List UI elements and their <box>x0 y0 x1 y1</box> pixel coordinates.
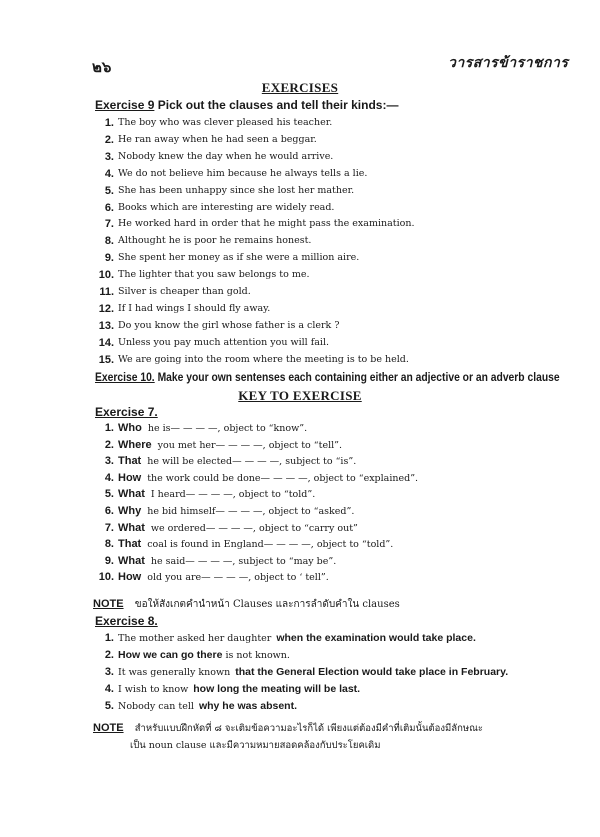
item-text: Books which are interesting are widely read. <box>118 201 335 213</box>
clause-word: Where <box>118 438 152 451</box>
item-number: 3. <box>104 455 114 468</box>
sentence-start: It was generally known <box>118 667 231 678</box>
sentence-start: Nobody can tell <box>118 701 194 712</box>
exercise-9-heading <box>95 98 398 112</box>
note-2-label: NOTE <box>93 722 124 734</box>
item-number: 3. <box>104 150 114 163</box>
clause-word: That <box>118 455 142 468</box>
clause-rest: he will be elected— — — —, subject to “is”. <box>147 456 357 468</box>
key-exercise-7-label: Exercise 7. <box>95 405 158 419</box>
key-title: KEY TO EXERCISE <box>238 388 362 403</box>
noun-clause: that the General Election would take place in February. <box>235 666 509 678</box>
item-number: 10. <box>98 571 114 584</box>
item-text: He worked hard in order that he might pass the examination. <box>118 218 415 230</box>
clause-rest: we ordered— — — —, object to “carry out” <box>150 522 358 534</box>
item-number: 6. <box>104 201 114 214</box>
item-text: Silver is cheaper than gold. <box>118 286 251 297</box>
item-number: 8. <box>104 235 114 248</box>
item-number: 5. <box>104 184 114 197</box>
exercise-9-label: Exercise 9 <box>95 98 155 112</box>
item-text: She spent her money as if she were a million aire. <box>118 252 360 264</box>
item-text: He ran away when he had seen a beggar. <box>118 133 317 145</box>
note-2-line-2: เป็น noun clause และมีความหมายสอดคล้องกับประโยคเดิม <box>130 740 381 751</box>
item-number: 6. <box>104 505 114 517</box>
exercise-10-label: Exercise 10. <box>95 370 155 384</box>
key-exercise-7-heading <box>95 405 158 419</box>
item-text <box>118 505 354 517</box>
item-text <box>118 683 360 695</box>
item-number: 13. <box>98 319 114 332</box>
journal-name: วารสารข้าราชการ <box>448 55 569 71</box>
clause-rest: old you are— — — —, object to ‘ tell”. <box>147 572 329 584</box>
item-number: 15. <box>98 353 114 366</box>
item-number: 1. <box>104 422 114 434</box>
sentence-end: is not known. <box>222 650 290 661</box>
item-text <box>118 439 342 451</box>
noun-clause: why he was absent. <box>198 700 297 712</box>
note-1-label: NOTE <box>93 598 124 610</box>
item-number: 2. <box>104 649 114 661</box>
item-text <box>118 555 336 567</box>
item-text <box>118 472 418 484</box>
clause-word: What <box>118 554 145 567</box>
item-text <box>118 422 307 434</box>
note-2-line-1: สำหรับแบบฝึกหัดที่ ๘ จะเติมข้อความอะไรก็ได้ เพียงแต่ต้องมีคำที่เติมนั้นต้องมีลักษณะ <box>134 723 484 734</box>
exercise-10-instruction: Make your own sentenses each containing either an adjective or an adverb clause <box>157 370 560 384</box>
page-number: ๒๖ <box>92 58 112 76</box>
note-1-text: ขอให้สังเกตคำนำหน้า Clauses และการลำดับคำใน clauses <box>134 599 400 610</box>
item-text: We do not believe him because he always tells a lie. <box>118 167 368 179</box>
clause-word: That <box>118 538 142 551</box>
noun-clause: how long the meating will be last. <box>193 683 361 695</box>
item-text <box>118 649 290 661</box>
clause-word: Who <box>118 422 142 434</box>
clause-rest: coal is found in England— — — —, object to “told”. <box>147 539 394 551</box>
item-text: We are going into the room where the meeting is to be held. <box>118 353 409 365</box>
noun-clause: when the examination would take place. <box>276 632 476 644</box>
item-text: The boy who was clever pleased his teacher. <box>118 117 333 128</box>
item-number: 1. <box>104 632 114 644</box>
note-2 <box>93 721 483 736</box>
item-text <box>118 488 315 500</box>
item-number: 2. <box>104 438 114 451</box>
item-number: 4. <box>104 471 114 484</box>
sentence-start: The mother asked her daughter <box>118 633 272 644</box>
item-text: Althought he is poor he remains honest. <box>118 235 312 247</box>
item-text <box>118 700 297 712</box>
clause-rest: the work could be done— — — —, object to “explained”. <box>147 472 419 484</box>
clause-word: How <box>118 471 142 484</box>
exercises-title: EXERCISES <box>261 80 339 95</box>
item-number: 5. <box>104 488 114 501</box>
item-number: 7. <box>104 521 114 534</box>
item-number: 7. <box>104 218 114 231</box>
item-number: 9. <box>104 554 114 567</box>
item-number: 8. <box>104 538 114 551</box>
key-exercise-8-label: Exercise 8. <box>95 614 158 628</box>
key-exercise-8-heading <box>95 614 158 628</box>
clause-word: What <box>118 488 145 501</box>
item-number: 14. <box>98 336 114 349</box>
item-text: The lighter that you saw belongs to me. <box>118 269 310 281</box>
clause-rest: he is— — — —, object to “know”. <box>147 423 308 434</box>
item-number: 4. <box>104 683 114 695</box>
sentence-start: I wish to know <box>118 684 189 695</box>
clause-rest: he bid himself— — — —, object to “asked”. <box>147 506 355 517</box>
clause-word: Why <box>118 505 142 517</box>
clause-rest: he said— — — —, subject to “may be”. <box>150 555 337 567</box>
note-1 <box>93 597 400 612</box>
item-number: 11. <box>99 286 114 298</box>
clause-rest: you met her— — — —, object to “tell”. <box>157 439 343 451</box>
clause-word: What <box>118 521 145 534</box>
item-text <box>118 455 356 467</box>
exercise-10-heading <box>95 370 560 384</box>
item-number: 9. <box>104 252 114 265</box>
noun-clause: How we can go there <box>118 649 223 661</box>
item-text: If I had wings I should fly away. <box>118 302 271 314</box>
clause-word: How <box>118 571 142 584</box>
item-text <box>118 538 393 550</box>
item-number: 4. <box>104 167 114 180</box>
item-number: 2. <box>104 133 114 146</box>
exercise-9-instruction: Pick out the clauses and tell their kinds:— <box>157 98 399 112</box>
note-2-continued <box>130 738 380 753</box>
item-text: Nobody knew the day when he would arrive. <box>118 150 334 162</box>
clause-rest: I heard— — — —, object to “told”. <box>150 489 316 501</box>
item-text <box>118 632 476 644</box>
item-number: 10. <box>98 269 114 282</box>
item-text <box>118 522 358 534</box>
item-text: Unless you pay much attention you will fail. <box>118 336 330 348</box>
item-text <box>118 666 508 678</box>
item-number: 3. <box>104 666 114 678</box>
item-number: 5. <box>104 700 114 712</box>
item-number: 1. <box>104 117 114 129</box>
item-text: She has been unhappy since she lost her mather. <box>118 184 355 196</box>
item-text: Do you know the girl whose father is a clerk ? <box>118 319 340 331</box>
item-text <box>118 571 329 583</box>
item-number: 12. <box>98 302 114 315</box>
